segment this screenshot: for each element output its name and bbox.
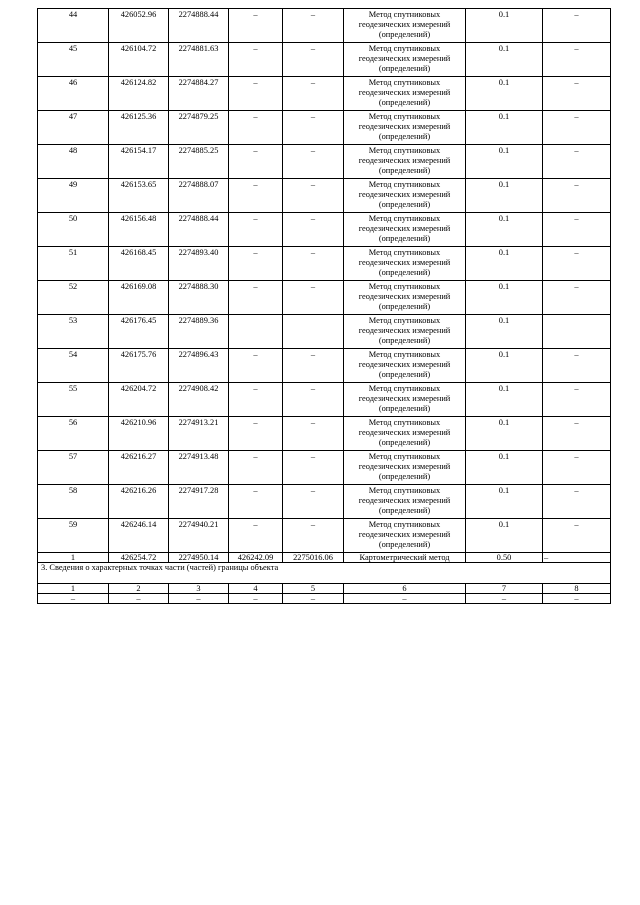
description: – — [543, 247, 611, 281]
coord-y-prev: – — [283, 451, 344, 485]
point-number: 56 — [38, 417, 109, 451]
coord-x-prev: – — [229, 281, 283, 315]
column-number: 8 — [543, 584, 611, 594]
column-number: 1 — [38, 584, 109, 594]
table-row — [38, 43, 611, 77]
method-cell — [344, 145, 466, 179]
point-number: 57 — [38, 451, 109, 485]
method-line: (определений) — [378, 472, 431, 481]
section-3-title-row — [38, 563, 611, 584]
coord-y: 2274889.36 — [169, 315, 229, 349]
method-line: Метод спутниковых — [368, 384, 441, 393]
coord-y: 2274893.40 — [169, 247, 229, 281]
description: – — [543, 179, 611, 213]
coord-y-prev: – — [283, 77, 344, 111]
description: – — [543, 145, 611, 179]
coord-x: 426204.72 — [109, 383, 169, 417]
boundary-points-table — [37, 8, 611, 604]
empty-value: – — [38, 594, 109, 604]
column-number: 4 — [229, 584, 283, 594]
method-line: Метод спутниковых — [368, 350, 441, 359]
coord-x: 426210.96 — [109, 417, 169, 451]
method-line: геодезических измерений — [358, 88, 451, 97]
coord-y: 2274888.30 — [169, 281, 229, 315]
method-line: (определений) — [378, 132, 431, 141]
description: – — [543, 485, 611, 519]
coord-y-prev: – — [283, 485, 344, 519]
accuracy: 0.1 — [466, 383, 543, 417]
method-line: геодезических измерений — [358, 326, 451, 335]
method-line: Метод спутниковых — [368, 418, 441, 427]
accuracy: 0.1 — [466, 281, 543, 315]
description: – — [543, 383, 611, 417]
method-line: (определений) — [378, 336, 431, 345]
section-3-title: 3. Сведения о характерных точках части (частей) границы объекта — [38, 563, 611, 584]
coord-y-prev: 2275016.06 — [283, 553, 344, 563]
table-row — [38, 553, 611, 563]
coord-x: 426254.72 — [109, 553, 169, 563]
coord-x: 426216.26 — [109, 485, 169, 519]
coord-x-prev: – — [229, 485, 283, 519]
method-line: Метод спутниковых — [368, 282, 441, 291]
accuracy: 0.1 — [466, 145, 543, 179]
method-cell — [344, 43, 466, 77]
method-line: (определений) — [378, 404, 431, 413]
column-number: 3 — [169, 584, 229, 594]
method-line: (определений) — [378, 506, 431, 515]
method-line: геодезических измерений — [358, 54, 451, 63]
point-number: 52 — [38, 281, 109, 315]
point-number: 54 — [38, 349, 109, 383]
point-number: 55 — [38, 383, 109, 417]
table-row — [38, 594, 611, 604]
point-number: 49 — [38, 179, 109, 213]
description: – — [543, 111, 611, 145]
table-row — [38, 281, 611, 315]
point-number: 58 — [38, 485, 109, 519]
coord-y: 2274896.43 — [169, 349, 229, 383]
method-cell — [344, 77, 466, 111]
coord-x-prev: – — [229, 451, 283, 485]
coord-x-prev: – — [229, 519, 283, 553]
coord-y: 2274888.07 — [169, 179, 229, 213]
table-row — [38, 247, 611, 281]
point-number: 47 — [38, 111, 109, 145]
table-row — [38, 519, 611, 553]
accuracy: 0.50 — [466, 553, 543, 563]
coord-y: 2274908.42 — [169, 383, 229, 417]
coord-x: 426246.14 — [109, 519, 169, 553]
coord-y: 2274884.27 — [169, 77, 229, 111]
coord-y: 2274888.44 — [169, 9, 229, 43]
coord-x-prev — [229, 315, 283, 349]
method-cell: Картометрический метод — [344, 553, 466, 563]
coord-y-prev: – — [283, 179, 344, 213]
coord-y-prev: – — [283, 417, 344, 451]
description: – — [543, 77, 611, 111]
method-line: геодезических измерений — [358, 496, 451, 505]
empty-value: – — [466, 594, 543, 604]
table-row — [38, 451, 611, 485]
method-cell — [344, 281, 466, 315]
table-row — [38, 179, 611, 213]
description: – — [543, 417, 611, 451]
method-cell — [344, 519, 466, 553]
coord-x-prev: – — [229, 179, 283, 213]
coord-x: 426175.76 — [109, 349, 169, 383]
accuracy: 0.1 — [466, 77, 543, 111]
column-number: 5 — [283, 584, 344, 594]
description: – — [543, 213, 611, 247]
coord-x-prev: – — [229, 145, 283, 179]
method-cell — [344, 315, 466, 349]
accuracy: 0.1 — [466, 179, 543, 213]
method-line: геодезических измерений — [358, 224, 451, 233]
method-line: геодезических измерений — [358, 258, 451, 267]
point-number: 50 — [38, 213, 109, 247]
method-line: Метод спутниковых — [368, 180, 441, 189]
coord-y: 2274913.48 — [169, 451, 229, 485]
method-line: Метод спутниковых — [368, 248, 441, 257]
method-line: геодезических измерений — [358, 462, 451, 471]
coord-y-prev — [283, 315, 344, 349]
method-line: (определений) — [378, 268, 431, 277]
coord-x: 426169.08 — [109, 281, 169, 315]
table-body — [38, 9, 611, 604]
accuracy: 0.1 — [466, 349, 543, 383]
table-row — [38, 213, 611, 247]
coord-y-prev: – — [283, 519, 344, 553]
method-cell — [344, 417, 466, 451]
coord-y-prev: – — [283, 213, 344, 247]
accuracy: 0.1 — [466, 451, 543, 485]
coord-y: 2274881.63 — [169, 43, 229, 77]
coord-x-prev: – — [229, 417, 283, 451]
coord-y-prev: – — [283, 111, 344, 145]
column-number: 7 — [466, 584, 543, 594]
table-row — [38, 9, 611, 43]
method-line: Метод спутниковых — [368, 78, 441, 87]
point-number: 59 — [38, 519, 109, 553]
point-number: 1 — [38, 553, 109, 563]
description: – — [543, 519, 611, 553]
coord-y: 2274885.25 — [169, 145, 229, 179]
coord-y-prev: – — [283, 43, 344, 77]
method-cell — [344, 213, 466, 247]
method-line: (определений) — [378, 540, 431, 549]
description: – — [543, 9, 611, 43]
coord-x-prev: – — [229, 9, 283, 43]
coord-y-prev: – — [283, 247, 344, 281]
method-line: (определений) — [378, 200, 431, 209]
coord-x: 426104.72 — [109, 43, 169, 77]
coord-x-prev: – — [229, 111, 283, 145]
coord-x: 426125.36 — [109, 111, 169, 145]
method-line: Метод спутниковых — [368, 520, 441, 529]
coord-x: 426154.17 — [109, 145, 169, 179]
method-cell — [344, 179, 466, 213]
empty-value: – — [283, 594, 344, 604]
empty-value: – — [169, 594, 229, 604]
method-line: геодезических измерений — [358, 360, 451, 369]
point-number: 51 — [38, 247, 109, 281]
coord-x: 426052.96 — [109, 9, 169, 43]
accuracy: 0.1 — [466, 9, 543, 43]
method-line: геодезических измерений — [358, 122, 451, 131]
accuracy: 0.1 — [466, 213, 543, 247]
coord-x-prev: – — [229, 77, 283, 111]
table-row — [38, 111, 611, 145]
method-line: Метод спутниковых — [368, 112, 441, 121]
method-line: геодезических измерений — [358, 394, 451, 403]
accuracy: 0.1 — [466, 111, 543, 145]
method-line: (определений) — [378, 234, 431, 243]
coord-x-prev: – — [229, 43, 283, 77]
method-line: (определений) — [378, 438, 431, 447]
description: – — [543, 281, 611, 315]
description: – — [543, 43, 611, 77]
column-number-row — [38, 584, 611, 594]
coord-y: 2274913.21 — [169, 417, 229, 451]
method-line: Метод спутниковых — [368, 10, 441, 19]
method-line: Метод спутниковых — [368, 452, 441, 461]
coord-x-prev: – — [229, 383, 283, 417]
description — [543, 315, 611, 349]
coord-y-prev: – — [283, 349, 344, 383]
method-cell — [344, 247, 466, 281]
table-row — [38, 383, 611, 417]
method-cell — [344, 111, 466, 145]
coord-x: 426216.27 — [109, 451, 169, 485]
method-cell — [344, 485, 466, 519]
method-line: (определений) — [378, 64, 431, 73]
method-line: геодезических измерений — [358, 156, 451, 165]
method-line: (определений) — [378, 98, 431, 107]
method-line: геодезических измерений — [358, 292, 451, 301]
coord-y: 2274917.28 — [169, 485, 229, 519]
method-cell — [344, 9, 466, 43]
table-row — [38, 315, 611, 349]
point-number: 48 — [38, 145, 109, 179]
table-row — [38, 485, 611, 519]
point-number: 46 — [38, 77, 109, 111]
method-line: геодезических измерений — [358, 20, 451, 29]
method-line: (определений) — [378, 370, 431, 379]
empty-value: – — [344, 594, 466, 604]
coord-y-prev: – — [283, 9, 344, 43]
coord-x-prev: – — [229, 213, 283, 247]
method-line: Метод спутниковых — [368, 214, 441, 223]
method-line: Метод спутниковых — [368, 146, 441, 155]
coord-x: 426176.45 — [109, 315, 169, 349]
method-line: (определений) — [378, 302, 431, 311]
point-number: 45 — [38, 43, 109, 77]
table-row — [38, 349, 611, 383]
point-number: 53 — [38, 315, 109, 349]
coord-y: 2274879.25 — [169, 111, 229, 145]
accuracy: 0.1 — [466, 417, 543, 451]
coord-y: 2274940.21 — [169, 519, 229, 553]
column-number: 2 — [109, 584, 169, 594]
method-line: Метод спутниковых — [368, 316, 441, 325]
coord-x: 426168.45 — [109, 247, 169, 281]
accuracy: 0.1 — [466, 315, 543, 349]
coord-y-prev: – — [283, 145, 344, 179]
coord-x-prev: 426242.09 — [229, 553, 283, 563]
method-line: (определений) — [378, 166, 431, 175]
method-line: геодезических измерений — [358, 190, 451, 199]
method-line: геодезических измерений — [358, 530, 451, 539]
empty-value: – — [543, 594, 611, 604]
coord-x: 426156.48 — [109, 213, 169, 247]
coord-x-prev: – — [229, 349, 283, 383]
coord-y: 2274888.44 — [169, 213, 229, 247]
coord-x: 426124.82 — [109, 77, 169, 111]
table-row — [38, 417, 611, 451]
table-row — [38, 145, 611, 179]
description: – — [543, 553, 611, 563]
table-row — [38, 77, 611, 111]
description: – — [543, 451, 611, 485]
method-cell — [344, 349, 466, 383]
method-line: геодезических измерений — [358, 428, 451, 437]
coord-y: 2274950.14 — [169, 553, 229, 563]
method-cell — [344, 383, 466, 417]
coord-y-prev: – — [283, 383, 344, 417]
accuracy: 0.1 — [466, 519, 543, 553]
column-number: 6 — [344, 584, 466, 594]
accuracy: 0.1 — [466, 485, 543, 519]
accuracy: 0.1 — [466, 247, 543, 281]
empty-value: – — [229, 594, 283, 604]
method-line: (определений) — [378, 30, 431, 39]
method-cell — [344, 451, 466, 485]
coord-x-prev: – — [229, 247, 283, 281]
empty-value: – — [109, 594, 169, 604]
point-number: 44 — [38, 9, 109, 43]
description: – — [543, 349, 611, 383]
accuracy: 0.1 — [466, 43, 543, 77]
method-line: Метод спутниковых — [368, 486, 441, 495]
method-line: Метод спутниковых — [368, 44, 441, 53]
coord-x: 426153.65 — [109, 179, 169, 213]
coord-y-prev: – — [283, 281, 344, 315]
